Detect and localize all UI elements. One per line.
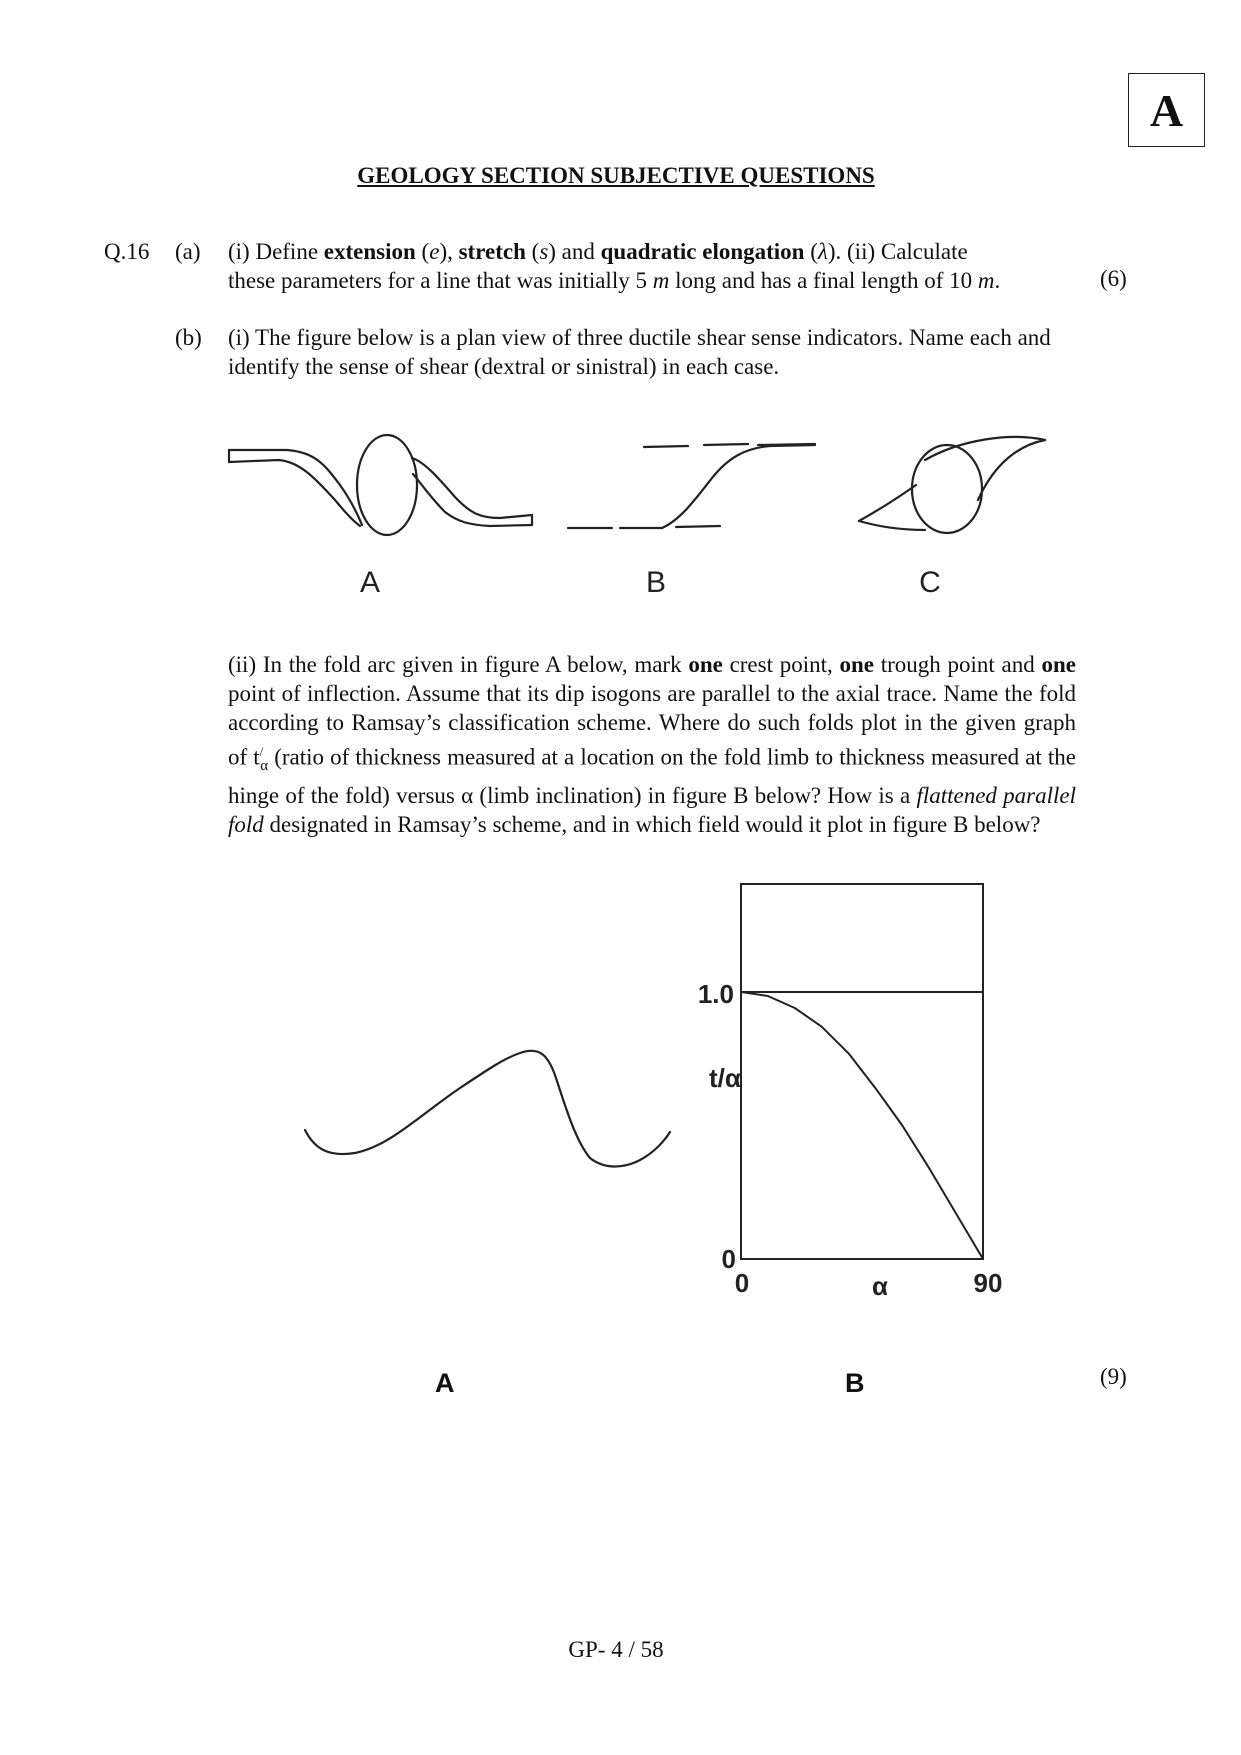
part-b-label: (b) <box>175 325 202 350</box>
term-quadratic-elongation: quadratic elongation <box>600 239 805 264</box>
y-axis-label: t/α <box>709 1063 741 1093</box>
part-b-ii-text: (ii) In the fold arc given in figure A below, mark one crest point, one trough point and one point of inflection. Assume that its dip isogons are parallel to the axial trace. Name the fold according to Ramsay’s classification scheme. Where do such folds plot in the given graph of $t^/_\alpha$ (ratio of thickness measured at a location on the fold limb to thickness measured at the hinge of the fold) versus α (limb inclination) in figure B below? How is a flattened parallel fold designated in Ramsay’s scheme, and in which field would it plot in figure B below? <box>228 652 1077 838</box>
part-a-marks: (6) <box>1100 266 1127 291</box>
series-curve <box>741 992 983 1259</box>
x-axis-label: α <box>872 1271 888 1301</box>
x-tick-0: 0 <box>734 1268 750 1298</box>
flattened-parallel-fold: flattened parallel fold <box>228 783 1077 838</box>
part-a-line1: (i) Define extension (e), stretch (s) and quadratic elongation (λ). (ii) Calculate <box>228 239 968 264</box>
part-b-i-text: (i) The figure below is a plan view of three ductile shear sense indicators. Name each and identify the sense of shear (dextral or sinistral) in each case. <box>228 325 1051 379</box>
x-tick-90: 90 <box>973 1268 1003 1298</box>
figure-a-caption: A <box>435 1368 455 1398</box>
question-number: Q.16 <box>104 239 150 264</box>
section-title: GEOLOGY SECTION SUBJECTIVE QUESTIONS <box>357 163 875 188</box>
term-extension: extension <box>323 239 416 264</box>
term-stretch: stretch <box>458 239 526 264</box>
y-tick-1: 1.0 <box>697 979 734 1009</box>
indicator-a-label: A <box>359 566 381 599</box>
part-a-line2: these parameters for a line that was initially 5 m long and has a final length of 10 m. <box>228 268 1001 293</box>
figure-b-caption: B <box>845 1368 865 1398</box>
indicator-b-label: B <box>645 566 667 599</box>
part-b-marks: (9) <box>1100 1364 1127 1389</box>
page-footer: GP- 4 / 58 <box>568 1637 664 1662</box>
y-tick-0: 0 <box>721 1244 736 1274</box>
indicator-c-label: C <box>919 566 941 599</box>
part-a-label: (a) <box>175 239 201 264</box>
set-code: A <box>1149 84 1184 136</box>
